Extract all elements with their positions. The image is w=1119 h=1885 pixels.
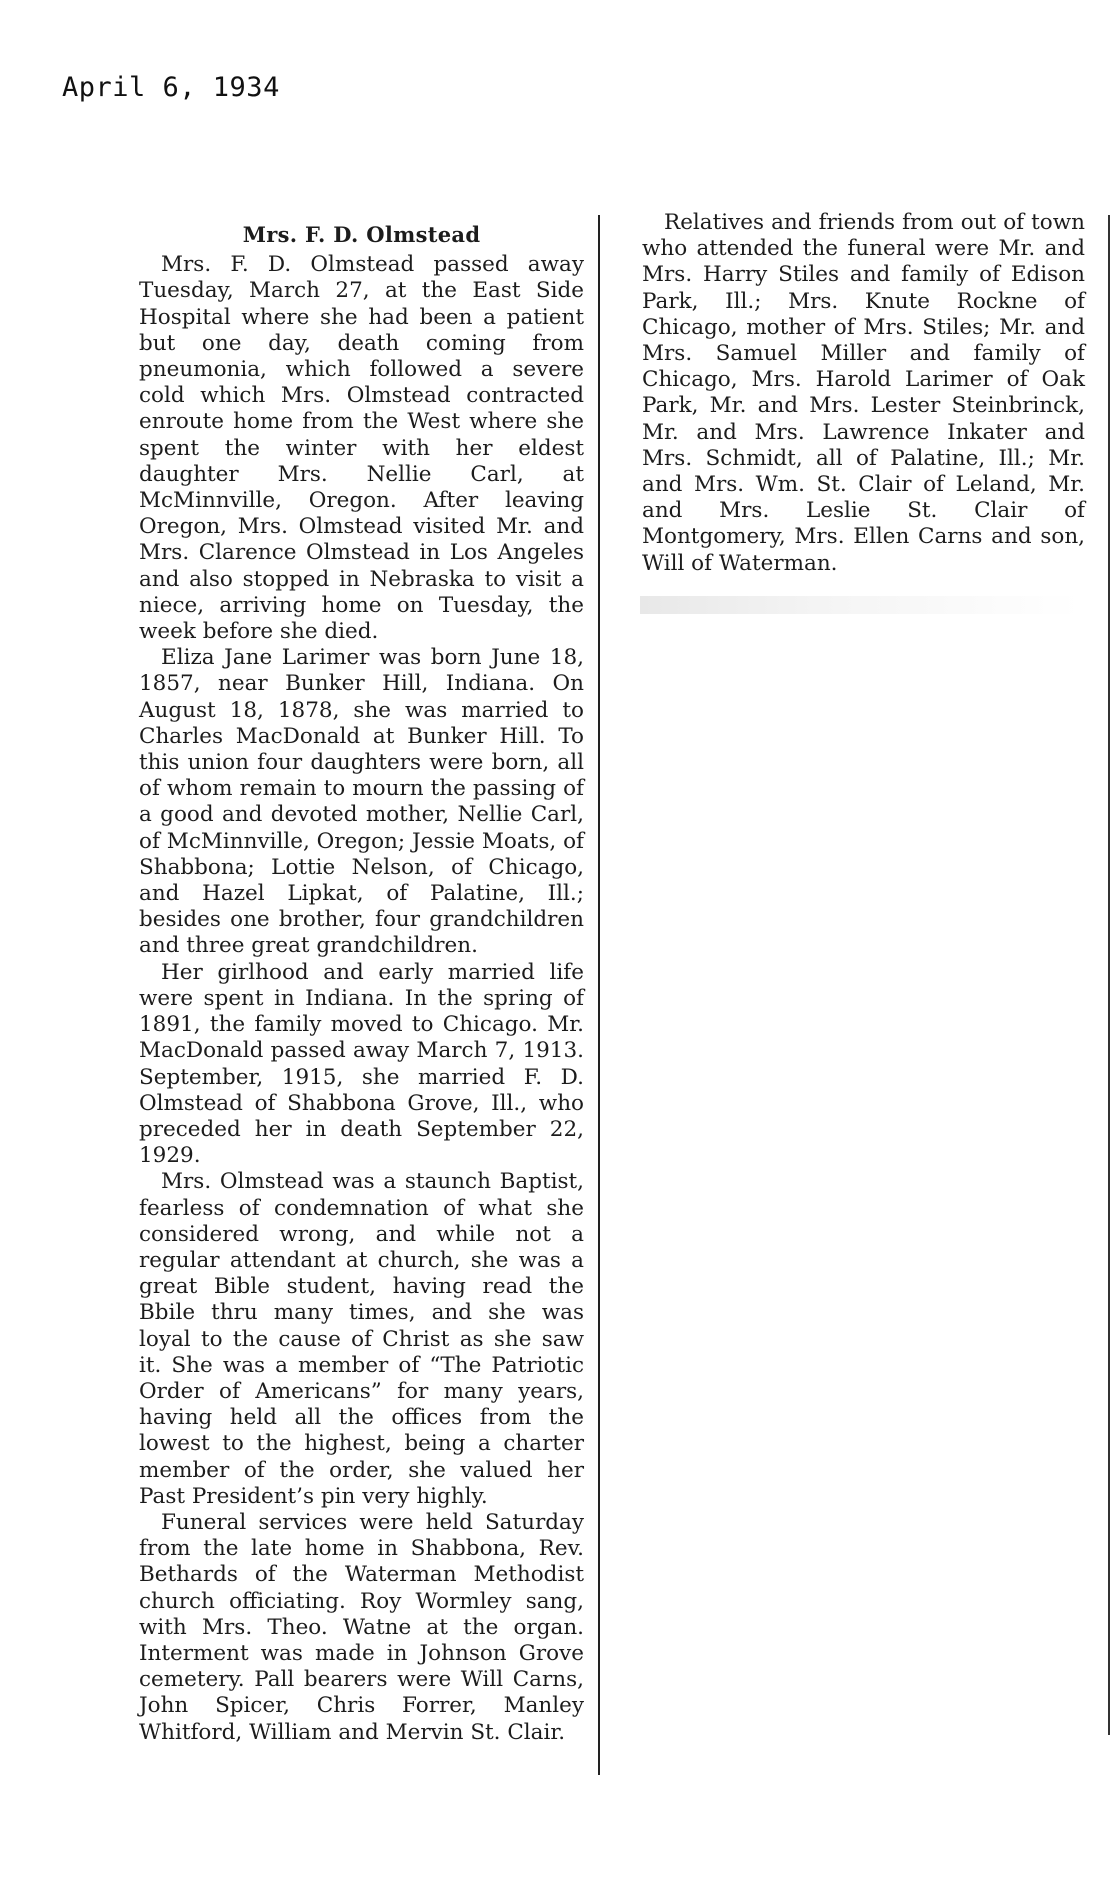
article-paragraph: Mrs. F. D. Olmstead passed away Tuesday, March 27, at the East Side Hospital where she had been a patient but one day, death coming from pneumonia, which followed a severe cold which Mrs. Olmstead contracted enroute home from the West where she spent the winter with her eldest daughter Mrs. Nellie Carl, at McMinnville, Oregon. After leaving Oregon, Mrs. Olmstead visited Mr. and Mrs. Clarence Olmstead in Los Angeles and also stopped in Nebraska to visit a niece, arriving home on Tuesday, the week before she died. [139, 252, 584, 645]
article-column-1 [139, 222, 584, 1746]
article-column-2 [642, 210, 1085, 577]
column-divider [598, 215, 600, 1775]
article-headline: Mrs. F. D. Olmstead [242, 222, 481, 247]
article-paragraph: Eliza Jane Larimer was born June 18, 1857, near Bunker Hill, Indiana. On August 18, 1878, she was married to Charles MacDonald at Bunker Hill. To this union four daughters were born, all of whom remain to mourn the passing of a good and devoted mother, Nellie Carl, of McMinnville, Oregon; Jessie Moats, of Shabbona; Lottie Nelson, of Chicago, and Hazel Lipkat, of Palatine, Ill.; besides one brother, four grandchildren and three great grandchildren. [139, 645, 584, 959]
adjacent-column-edge [1108, 215, 1110, 1735]
clipping-date: April 6, 1934 [62, 72, 280, 103]
article-paragraph: Her girlhood and early married life were spent in Indiana. In the spring of 1891, the family moved to Chicago. Mr. MacDonald passed away March 7, 1913. September, 1915, she married F. D. Olmstead of Shabbona Grove, Ill., who preceded her in death September 22, 1929. [139, 959, 584, 1169]
article-paragraph: Funeral services were held Saturday from the late home in Shabbona, Rev. Bethards of the Waterman Methodist church officiating. Roy Wormley sang, with Mrs. Theo. Watne at the organ. Interment was made in Johnson Grove cemetery. Pall bearers were Will Carns, John Spicer, Chris Forrer, Manley Whitford, William and Mervin St. Clair. [139, 1509, 584, 1745]
article-paragraph: Relatives and friends from out of town who attended the funeral were Mr. and Mrs. Harry Stiles and family of Edison Park, Ill.; Mrs. Knute Rockne of Chicago, mother of Mrs. Stiles; Mr. and Mrs. Samuel Miller and family of Chicago, Mrs. Harold Larimer of Oak Park, Mr. and Mrs. Lester Steinbrinck, Mr. and Mrs. Lawrence Inkater and Mrs. Schmidt, all of Palatine, Ill.; Mr. and Mrs. Wm. St. Clair of Leland, Mr. and Mrs. Leslie St. Clair of Montgomery, Mrs. Ellen Carns and son, Will of Waterman. [642, 210, 1085, 576]
article-paragraph: Mrs. Olmstead was a staunch Baptist, fearless of condemnation of what she considered wrong, and while not a regular attendant at church, she was a great Bible student, having read the Bbile thru many times, and she was loyal to the cause of Christ as she saw it. She was a member of “The Patriotic Order of Americans” for many years, having held all the offices from the lowest to the highest, being a charter member of the order, she valued her Past President’s pin very highly. [139, 1169, 584, 1509]
clipping-fade-edge [640, 596, 1080, 614]
